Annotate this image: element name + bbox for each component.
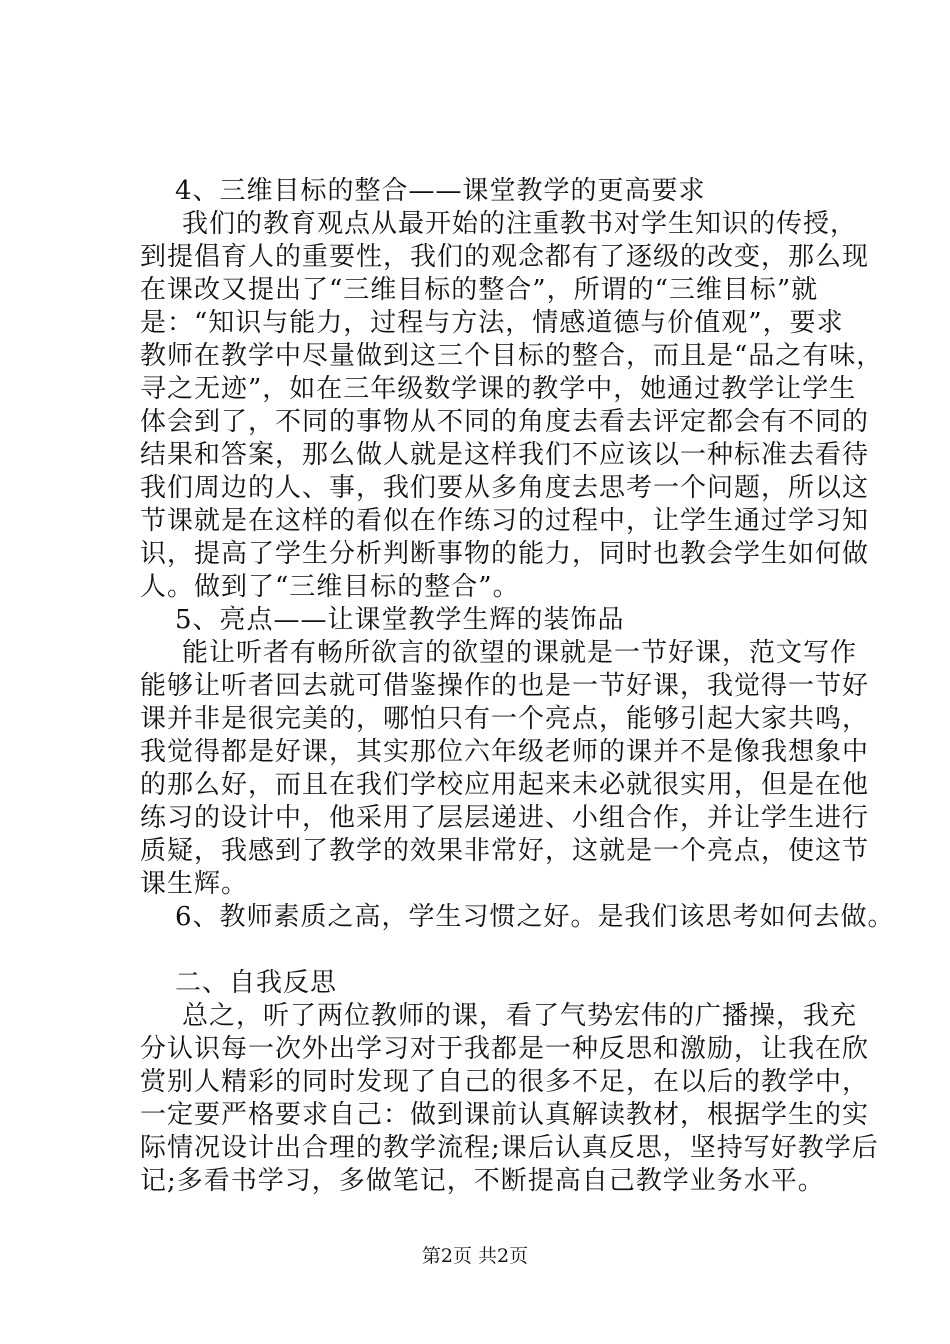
section-4-heading: 4、三维目标的整合——课堂教学的更高要求 — [175, 176, 706, 206]
paragraph-line: 课生辉。 — [140, 869, 249, 899]
paragraph-line: 寻之无迹”，如在三年级数学课的教学中，她通过教学让学生 — [140, 374, 857, 404]
paragraph-line: 记;多看书学习，多做笔记，不断提高自己教学业务水平。 — [140, 1166, 825, 1196]
paragraph-line: 我们的教育观点从最开始的注重教书对学生知识的传授， — [182, 209, 858, 239]
paragraph-line: 总之，听了两位教师的课，看了气势宏伟的广播操，我充 — [182, 1001, 858, 1031]
paragraph-line: 体会到了，不同的事物从不同的角度去看去评定都会有不同的 — [140, 407, 870, 437]
section-5-heading: 5、亮点——让课堂教学生辉的装饰品 — [175, 605, 625, 635]
paragraph-line: 一定要严格要求自己：做到课前认真解读教材，根据学生的实 — [140, 1100, 870, 1130]
paragraph-line: 到提倡育人的重要性，我们的观念都有了逐级的改变，那么现 — [140, 242, 870, 272]
paragraph-line: 赏别人精彩的同时发现了自己的很多不足，在以后的教学中， — [140, 1067, 870, 1097]
paragraph-line: 结果和答案，那么做人就是这样我们不应该以一种标准去看待 — [140, 440, 870, 470]
paragraph-line: 人。做到了“三维目标的整合”。 — [140, 572, 520, 602]
paragraph-line: 的那么好，而且在我们学校应用起来未必就很实用，但是在他 — [140, 770, 870, 800]
paragraph-line: 能让听者有畅所欲言的欲望的课就是一节好课，范文写作 — [182, 638, 858, 668]
section-6-line: 6、教师素质之高，学生习惯之好。是我们该思考如何去做。 — [175, 902, 895, 932]
paragraph-line: 练习的设计中，他采用了层层递进、小组合作，并让学生进行 — [140, 803, 870, 833]
paragraph-line: 教师在教学中尽量做到这三个目标的整合，而且是“品之有味， — [140, 341, 884, 371]
paragraph-line: 我们周边的人、事，我们要从多角度去思考一个问题，所以这 — [140, 473, 870, 503]
paragraph-line: 际情况设计出合理的教学流程;课后认真反思，坚持写好教学后 — [140, 1133, 879, 1163]
paragraph-line: 质疑，我感到了教学的效果非常好，这就是一个亮点，使这节 — [140, 836, 870, 866]
paragraph-line: 节课就是在这样的看似在作练习的过程中，让学生通过学习知 — [140, 506, 870, 536]
paragraph-line: 在课改又提出了“三维目标的整合”，所谓的“三维目标”就 — [140, 275, 819, 305]
paragraph-line: 识，提高了学生分析判断事物的能力，同时也教会学生如何做 — [140, 539, 870, 569]
part-2-heading: 二、自我反思 — [175, 968, 338, 998]
page-number-footer: 第2页 共2页 — [421, 1245, 529, 1267]
paragraph-line: 能够让听者回去就可借鉴操作的也是一节好课，我觉得一节好 — [140, 671, 870, 701]
paragraph-line: 分认识每一次外出学习对于我都是一种反思和激励，让我在欣 — [140, 1034, 870, 1064]
paragraph-line: 我觉得都是好课，其实那位六年级老师的课并不是像我想象中 — [140, 737, 870, 767]
paragraph-line: 是：“知识与能力，过程与方法，情感道德与价值观”，要求 — [140, 308, 844, 338]
paragraph-line: 课并非是很完美的，哪怕只有一个亮点，能够引起大家共鸣， — [140, 704, 870, 734]
